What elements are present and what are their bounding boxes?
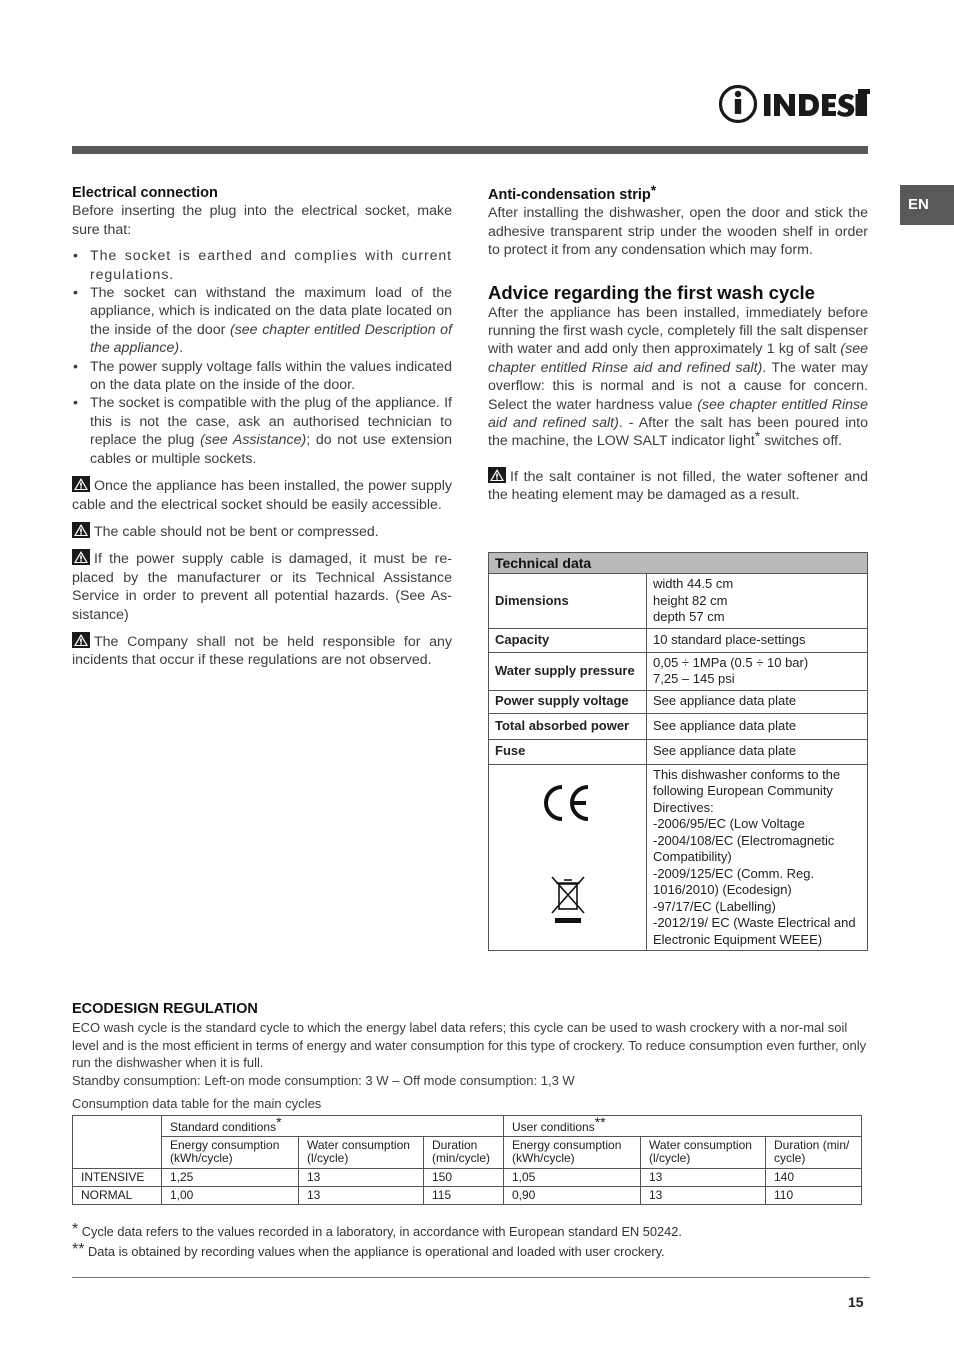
table-row: Total absorbed power See appliance data plate: [489, 713, 868, 739]
right-column: [488, 182, 869, 505]
technical-data-table: [488, 552, 868, 951]
warning-paragraph: Once the appliance has been installed, the power supply cable and the electrical socket should be easily accessible.: [72, 478, 452, 513]
crossed-bin-icon: [495, 875, 640, 930]
ce-mark-icon: [495, 783, 640, 875]
table-row: Power supply voltage See appliance data plate: [489, 690, 868, 713]
warning-paragraph: If the salt container is not filled, the water softener and the heating element may be damaged as a result.: [488, 468, 868, 504]
user-conditions-header: User conditions**: [504, 1116, 862, 1137]
table-row: Capacity 10 standard place-settings: [489, 628, 868, 652]
warning-paragraph: The cable should not be bent or compressed.: [72, 522, 452, 541]
list-item: • The socket is compatible with the plug of the appliance. If this is not the case, ask an authorised technician to replace the plug (see Assistance); do not use extension cables or multiple sockets.: [72, 394, 452, 468]
page-number: 15: [848, 1294, 864, 1310]
consumption-table: [72, 1115, 862, 1205]
warning-icon: [72, 522, 90, 538]
directives-text: This dishwasher conforms to the following European Community Directives: -2006/95/EC (Low Voltage -2004/108/EC (Electromagnetic Compatibility) -2009/125/EC (Comm. Reg. 1016/2010) (Ecodesign) -97/17/EC (Labelling) -2012/19/ EC (Waste Electrical and Electronic Equipment WEEE): [647, 764, 868, 951]
warning-paragraph: The Company shall not be held responsible for any incidents that occur if these regulations are not observed.: [72, 633, 452, 669]
indesit-logo: [718, 83, 870, 125]
table-row: Energy consumption (kWh/cycle) Water consumption (l/cycle) Duration (min/cycle) Energy consumption (kWh/cycle) Water consumption (l/cycle) Duration (min/ cycle): [73, 1137, 862, 1169]
electrical-connection-section: [72, 184, 452, 670]
table-row: [489, 764, 868, 951]
anticondensation-title: Anti-condensation strip*: [488, 182, 657, 203]
table-row: Dimensions width 44.5 cm height 82 cm depth 57 cm: [489, 574, 868, 629]
table-caption: Consumption data table for the main cycles: [72, 1095, 322, 1111]
electrical-intro: Before inserting the plug into the electrical socket, make sure that:: [72, 203, 452, 238]
footnote: * Cycle data refers to the values recorded in a laboratory, in accordance with European standard EN 50242.: [72, 1221, 682, 1239]
table-row: Fuse See appliance data plate: [489, 739, 868, 764]
list-item: • The socket is earthed and complies with current regulations.: [72, 247, 452, 284]
warning-icon: [72, 549, 90, 565]
ecodesign-paragraph: ECO wash cycle is the standard cycle to which the energy label data refers; this cycle can be used to wash crockery with a nor-mal soil level and is the most efficient in terms of energy and water consumption for this type of crockery. To reduce consumption even further, only run the dishwasher when it is full.: [72, 1019, 867, 1071]
electrical-connection-title: Electrical connection: [72, 185, 218, 201]
standby-consumption: Standby consumption: Left-on mode consumption: 3 W – Off mode consumption: 1,3 W: [72, 1073, 575, 1089]
header-divider-bar: [72, 146, 868, 154]
table-row: INTENSIVE 1,25 13 150 1,05 13 140: [73, 1169, 862, 1187]
list-item: • The socket can withstand the maximum load of the appliance, which is indicated on the data plate located on the inside of the door (see chapter entitled Description of the appliance).: [72, 284, 452, 358]
warning-icon: [488, 467, 506, 483]
technical-data-header: Technical data: [489, 553, 868, 574]
table-row: [73, 1116, 862, 1137]
warning-icon: [72, 476, 90, 492]
footnote: ** Data is obtained by recording values when the appliance is operational and loaded with user crockery.: [72, 1241, 665, 1259]
table-row: Water supply pressure 0,05 ÷ 1MPa (0.5 ÷ 10 bar) 7,25 – 145 psi: [489, 652, 868, 690]
first-wash-title: Advice regarding the first wash cycle: [488, 281, 815, 303]
first-wash-text: After the appliance has been installed, immediately before running the first wash cycle, completely fill the salt dispenser with water and add only then approximately 1 kg of salt (see chapter entitled Rinse aid and refined salt). The water may overflow: this is normal and is not a cause for concern. Select the water hardness value (see chapter entitled Rinse aid and refined salt). - After the salt has been poured into the machine, the LOW SALT indicator light* switches off.: [488, 304, 869, 450]
warning-icon: [72, 632, 90, 648]
list-item: • The power supply voltage falls within the values indicated on the data plate on the inside of the door.: [72, 358, 452, 395]
ecodesign-section: [72, 1001, 872, 1113]
ecodesign-title: ECODESIGN REGULATION: [72, 1001, 258, 1017]
language-tab: EN: [900, 185, 954, 225]
table-row: NORMAL 1,00 13 115 0,90 13 110: [73, 1187, 862, 1205]
warning-paragraph: If the power supply cable is damaged, it must be re-placed by the manufacturer or its Technical Assistance Service in order to prevent all potential hazards. (See As-sistance): [72, 551, 452, 623]
electrical-bullet-list: [72, 247, 452, 468]
standard-conditions-header: Standard conditions*: [162, 1116, 504, 1137]
footnotes: [72, 1222, 872, 1262]
footer-divider: [72, 1277, 870, 1278]
anticondensation-text: After installing the dishwasher, open the door and stick the adhesive transparent strip under the wooden shelf in order to protect it from any condensation which may form.: [488, 205, 868, 259]
